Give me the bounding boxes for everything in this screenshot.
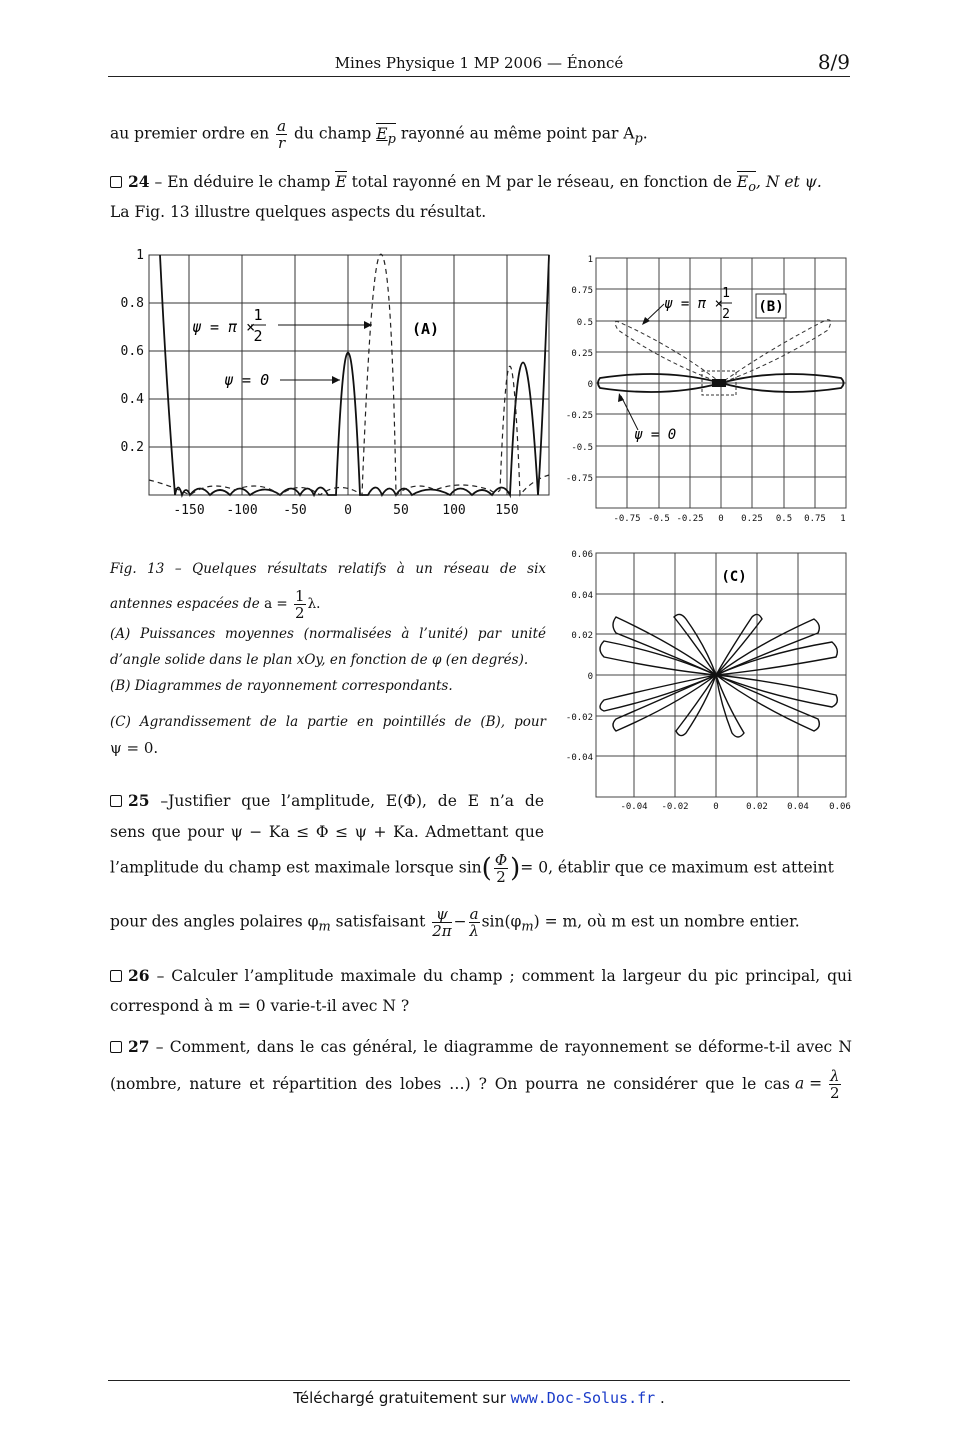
text: – Calculer l’amplitude maximale du champ ; comment la largeur du pic principal, qui xyxy=(156,967,852,985)
series-solid-psi-0 xyxy=(160,255,549,495)
question-24 xyxy=(110,172,852,198)
question-26-line2: correspond à m = 0 varie-t-il avec N ? xyxy=(110,997,410,1015)
panel-label-c: (C) xyxy=(721,569,747,585)
vector-e: E xyxy=(335,173,347,191)
text: pour des angles polaires φ xyxy=(110,912,319,931)
x-tick: 0 xyxy=(718,514,724,524)
text: total rayonné en M par le réseau, en fonction de xyxy=(351,173,732,191)
figure-panel-c xyxy=(556,545,856,815)
text: l’amplitude du champ est maximale lorsque xyxy=(110,858,454,877)
text: (nombre, nature et répartition des lobes …) ? On pourra ne considérer que le cas xyxy=(110,1074,790,1093)
x-tick: -50 xyxy=(283,503,307,518)
caption-eq: a = xyxy=(264,596,288,612)
text: sin(φ xyxy=(481,912,522,931)
y-tick: 0.8 xyxy=(120,296,144,311)
x-tick: -0.75 xyxy=(613,514,641,524)
x-tick: -150 xyxy=(173,503,205,518)
page-footer xyxy=(108,1380,850,1407)
caption-line: (B) Diagrammes de rayonnement correspondants. xyxy=(110,678,453,694)
question-25-line2: sens que pour ψ − Ka ≤ Φ ≤ ψ + Ka. Admettant que xyxy=(110,823,544,841)
text: , N et ψ. xyxy=(756,173,822,191)
paragraph-top xyxy=(110,118,852,151)
question-27-line2 xyxy=(110,1068,852,1101)
checkbox-icon xyxy=(110,970,122,982)
header-title: Mines Physique 1 MP 2006 — Énoncé xyxy=(334,54,624,72)
annotation-psi-pi-half: ψ = π × xyxy=(192,318,256,336)
x-tick: -0.25 xyxy=(676,514,704,524)
annotation-frac-den: 2 xyxy=(253,327,263,345)
caption-line: ψ = 0. xyxy=(110,739,159,757)
y-tick: -0.75 xyxy=(565,474,593,484)
fraction-a-over-r: $\frac{a}{r}$ xyxy=(277,117,287,152)
x-tick: -0.02 xyxy=(661,802,689,812)
y-tick: 0.6 xyxy=(120,344,144,359)
y-tick: 0 xyxy=(587,380,593,390)
x-tick: -100 xyxy=(226,503,258,518)
x-tick: 0.75 xyxy=(804,514,826,524)
x-tick: -0.5 xyxy=(648,514,670,524)
x-tick: 0.5 xyxy=(775,514,793,524)
annotation-frac-num: 1 xyxy=(253,306,263,324)
text: ) = m, où m est un nombre entier. xyxy=(533,912,800,931)
subscript: p xyxy=(634,131,643,147)
subscript: m xyxy=(318,919,331,935)
footer-text xyxy=(108,1389,850,1407)
text: . xyxy=(642,124,648,143)
text: au premier ordre en xyxy=(110,124,270,143)
x-tick: 0.02 xyxy=(746,802,768,812)
y-tick: 0.06 xyxy=(571,550,593,560)
figure-panel-b xyxy=(556,248,856,530)
vector-eo: $E_o$ xyxy=(737,172,756,198)
y-tick: 0.4 xyxy=(120,392,144,407)
fraction-one-half: $\frac{1}{2}$ xyxy=(295,587,305,622)
annotation-psi-0: ψ = 0 xyxy=(634,427,677,443)
question-number: 26 xyxy=(128,966,150,985)
y-tick: -0.04 xyxy=(565,753,593,763)
y-tick: 0.75 xyxy=(571,286,593,296)
checkbox-icon xyxy=(110,176,122,188)
panel-label-b: (B) xyxy=(758,299,784,315)
annotation-psi-pi-half: ψ = π × xyxy=(664,296,724,312)
y-tick: 1 xyxy=(587,255,593,265)
x-tick: 50 xyxy=(393,503,409,518)
petal-lobes xyxy=(600,614,837,737)
y-tick: -0.25 xyxy=(565,411,593,421)
question-26-line1 xyxy=(110,966,852,986)
caption-text: antennes espacées de xyxy=(110,596,260,612)
fraction-lambda-over-2: $\frac{\lambda}{2}$ xyxy=(830,1067,840,1102)
figure-caption xyxy=(110,556,546,761)
x-tick: -0.04 xyxy=(620,802,648,812)
x-tick: 0.04 xyxy=(787,802,809,812)
x-tick: 1 xyxy=(840,514,846,524)
annotation-frac-num: 1 xyxy=(722,286,730,301)
y-tick: 0.2 xyxy=(120,440,144,455)
text: = 0, établir que ce maximum est atteint xyxy=(520,858,834,877)
y-tick: 0.25 xyxy=(571,349,593,359)
page-number: 8/9 xyxy=(817,50,850,74)
annotation-psi-0: ψ = 0 xyxy=(224,371,270,389)
checkbox-icon xyxy=(110,795,122,807)
question-25-line1 xyxy=(110,791,544,811)
fraction-psi-over-2pi: $\frac{\psi}{2\pi}$ xyxy=(432,905,452,940)
question-24-line2: La Fig. 13 illustre quelques aspects du résultat. xyxy=(110,203,487,221)
footer-link[interactable]: www.Doc-Solus.fr xyxy=(510,1389,656,1407)
y-tick: 0.5 xyxy=(576,318,593,328)
checkbox-icon xyxy=(110,1041,122,1053)
caption-line: Fig. 13 – Quelques résultats relatifs à un réseau de six xyxy=(110,561,546,577)
series-dashed-psi-pi-half xyxy=(149,254,549,495)
text: satisfaisant xyxy=(330,912,426,931)
x-tick: 150 xyxy=(495,503,519,518)
page-header xyxy=(108,52,850,77)
footer-label: Téléchargé gratuitement sur xyxy=(293,1389,511,1407)
fraction-phi-over-2: $\frac{\Phi}{2}$ xyxy=(494,851,508,886)
vector-ep: $E_p$ xyxy=(376,124,396,150)
annotation-frac-den: 2 xyxy=(722,307,730,322)
text: du champ xyxy=(293,124,372,143)
y-tick: 1 xyxy=(136,248,144,263)
x-tick: 0.25 xyxy=(741,514,763,524)
question-number: 24 xyxy=(128,172,150,191)
caption-line: (A) Puissances moyennes (normalisées à l’unité) par unité xyxy=(110,626,546,642)
caption-line: (C) Agrandissement de la partie en pointillés de (B), pour xyxy=(110,714,546,730)
x-tick: 0 xyxy=(344,503,352,518)
y-tick: 0 xyxy=(587,672,593,682)
footer-end: . xyxy=(655,1389,665,1407)
question-27-line1 xyxy=(110,1037,852,1057)
question-number: 25 xyxy=(128,791,150,810)
text: a = xyxy=(794,1074,823,1093)
text: rayonné au même point par A xyxy=(400,124,635,143)
x-tick: 0.06 xyxy=(829,802,851,812)
x-tick: 0 xyxy=(713,802,719,812)
text: sin xyxy=(458,858,482,877)
y-tick: 0.04 xyxy=(571,591,593,601)
question-25-line4: pour des angles polaires $\varphi_m$ satisfaisant $\frac{\psi}{2\pi}$ − $\frac{a}{\lambda}$ $\sin(\varphi_m) = m$, où m est un nombre entier. xyxy=(110,905,800,940)
text: –Justifier que l’amplitude, E(Φ), de E n’a de xyxy=(160,792,544,810)
question-25-line3: l’amplitude du champ est maximale lorsque sin( $\frac{\Phi}{2}$ )= 0, établir que ce maximum est atteint xyxy=(110,851,834,886)
text: – Comment, dans le cas général, le diagramme de rayonnement se déforme-t-il avec N xyxy=(155,1038,852,1056)
y-tick: -0.02 xyxy=(565,713,593,723)
fraction-a-over-lambda: $\frac{a}{\lambda}$ xyxy=(469,905,479,940)
question-number: 27 xyxy=(128,1037,150,1056)
figure-panel-a xyxy=(100,240,560,530)
caption-line: d’angle solide dans le plan xOy, en fonction de φ (en degrés). xyxy=(110,652,529,668)
text: – En déduire le champ xyxy=(154,173,331,191)
caption-lambda: λ. xyxy=(307,596,321,612)
y-tick: 0.02 xyxy=(571,631,593,641)
x-tick: 100 xyxy=(442,503,466,518)
y-tick: -0.5 xyxy=(571,443,593,453)
panel-label-a: (A) xyxy=(412,320,440,338)
